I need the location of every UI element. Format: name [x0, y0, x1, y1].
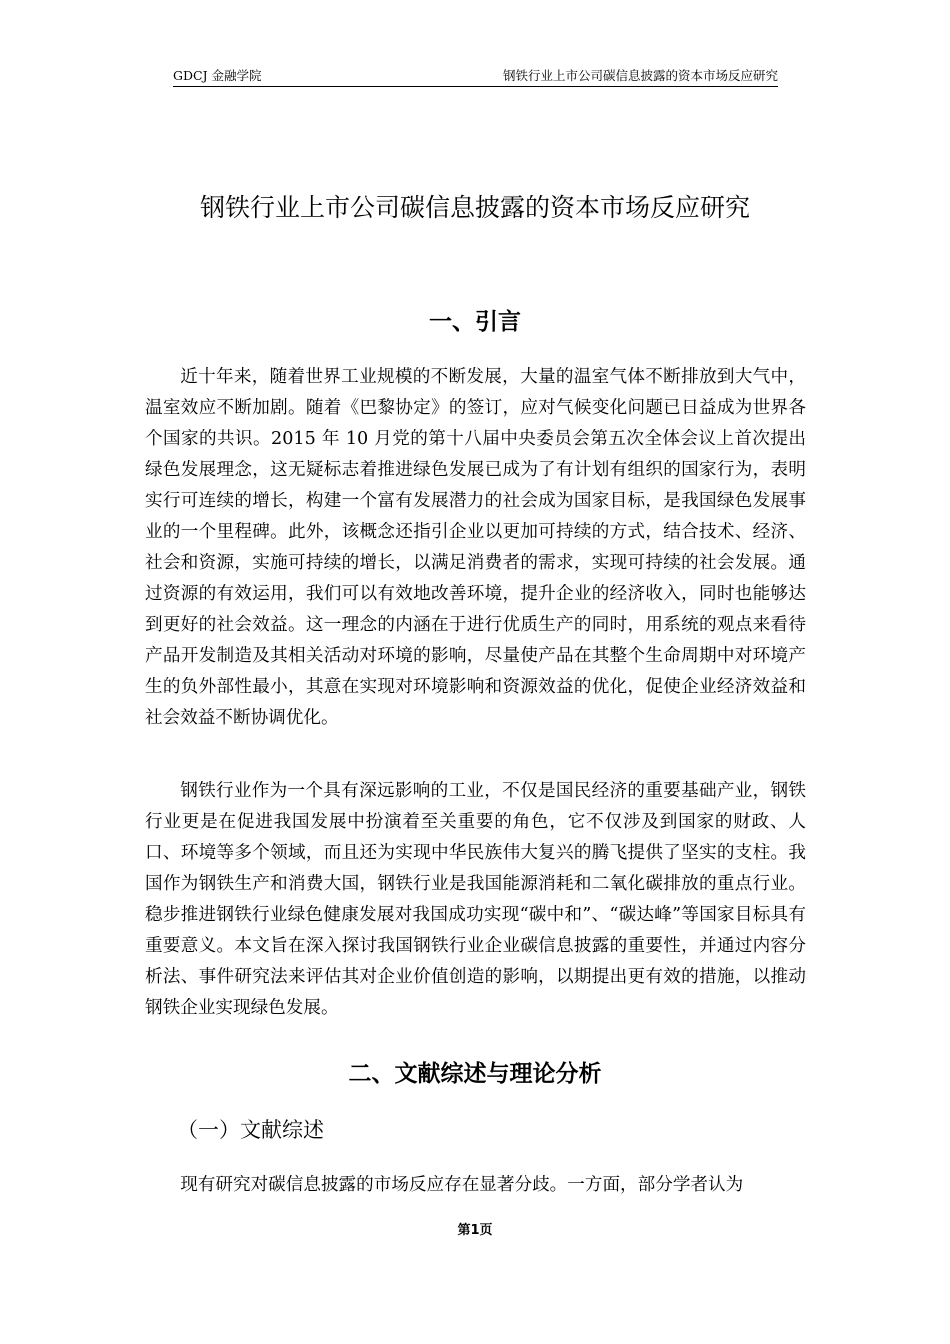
- page-number: 第1页: [457, 1223, 493, 1238]
- header-paper-title: 钢铁行业上市公司碳信息披露的资本市场反应研究: [502, 68, 778, 83]
- section-heading-literature: 二、文献综述与理论分析: [348, 1061, 602, 1087]
- literature-paragraph-1: 现有研究对碳信息披露的市场反应存在显著分歧。一方面，部分学者认为: [180, 1175, 744, 1195]
- running-header: [173, 66, 778, 87]
- section-heading-introduction: 一、引言: [429, 309, 521, 335]
- header-institution: GDCJ 金融学院: [173, 68, 262, 83]
- document-title: 钢铁行业上市公司碳信息披露的资本市场反应研究: [199, 193, 750, 222]
- subsection-heading-literature-review: （一）文献综述: [177, 1118, 324, 1142]
- intro-paragraph-1: 近十年来，随着世界工业规模的不断发展，大量的温室气体不断排放到大气中，温室效应不断加剧。随着《巴黎协定》的签订，应对气候变化问题已日益成为世界各个国家的共识。2015 年 10 月党的第十八届中央委员会第五次全体会议上首次提出绿色发展理念，这无疑标志着推进绿色发展已成为了有计划有组织的国家行为，表明实行可连续的增长，构建一个富有发展潜力的社会成为国家目标，是我国绿色发展事业的一个里程碑。此外，该概念还指引企业以更加可持续的方式，结合技术、经济、社会和资源，实施可持续的增长，以满足消费者的需求，实现可持续的社会发展。通过资源的有效运用，我们可以有效地改善环境，提升企业的经济收入，同时也能够达到更好的社会效益。这一理念的内涵在于进行优质生产的同时，用系统的观点来看待产品开发制造及其相关活动对环境的影响，尽量使产品在其整个生命周期中对环境产生的负外部性最小，其意在实现对环境影响和资源效益的优化，促使企业经济效益和社会效益不断协调优化。: [145, 367, 806, 728]
- intro-paragraph-2: 钢铁行业作为一个具有深远影响的工业，不仅是国民经济的重要基础产业，钢铁行业更是在促进我国发展中扮演着至关重要的角色，它不仅涉及到国家的财政、人口、环境等多个领域，而且还为实现中华民族伟大复兴的腾飞提供了坚实的支柱。我国作为钢铁生产和消费大国，钢铁行业是我国能源消耗和二氧化碳排放的重点行业。稳步推进钢铁行业绿色健康发展对我国成功实现“碳中和”、“碳达峰”等国家目标具有重要意义。本文旨在深入探讨我国钢铁行业企业碳信息披露的重要性，并通过内容分析法、事件研究法来评估其对企业价值创造的影响，以期提出更有效的措施，以推动钢铁企业实现绿色发展。: [145, 781, 806, 1018]
